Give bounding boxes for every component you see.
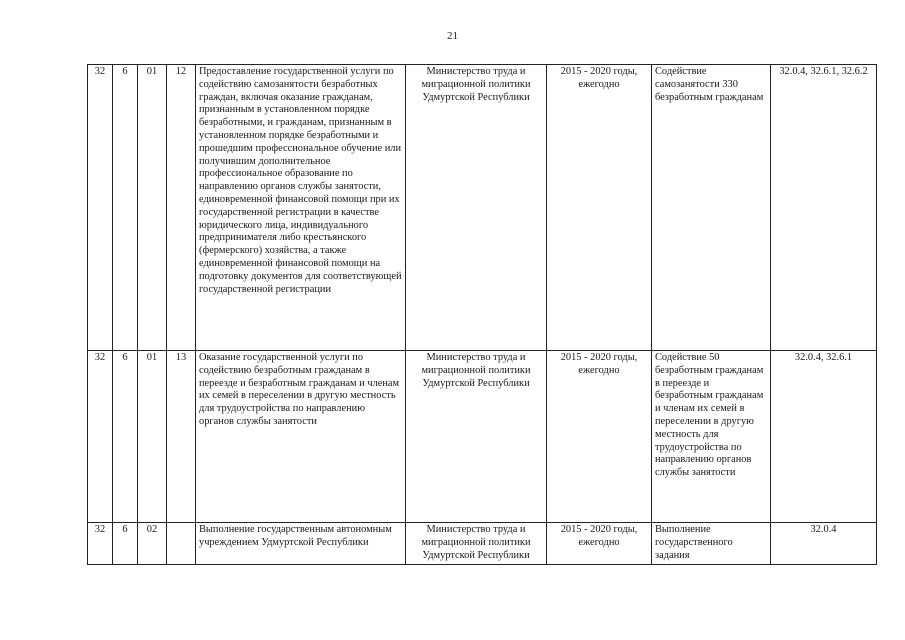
m-code-cell: 12 — [167, 65, 196, 351]
measure-description-cell: Предоставление государственной услуги по содействию самозанятости безработных граждан, включая оказание гражданам, признанным в установленном порядке безработными, и гражданам, признанным в установленном порядке безработными и прошедшим профессиональное обучение или получившим дополнительное профессиональное образование по направлению органов службы занятости, единовременной финансовой помощи при их государственной регистрации в качестве юридического лица, индивидуального предпринимателя либо крестьянского (фермерского) хозяйства, а также единовременной финансовой помощи на подготовку документов для соответствующей государственной регистрации — [196, 65, 406, 351]
target-indicators-cell: 32.0.4, 32.6.1 — [771, 351, 877, 523]
table-row — [88, 523, 877, 565]
m-code-cell: 13 — [167, 351, 196, 523]
target-indicators-cell: 32.0.4, 32.6.1, 32.6.2 — [771, 65, 877, 351]
table-row — [88, 65, 877, 351]
responsible-executor-cell: Министерство труда и миграционной политики Удмуртской Республики — [406, 351, 547, 523]
table-row — [88, 351, 877, 523]
gp-code-cell: 32 — [88, 65, 113, 351]
m-code-cell — [167, 523, 196, 565]
om-code-cell: 01 — [138, 351, 167, 523]
expected-result-cell: Выполнение государственного задания — [652, 523, 771, 565]
execution-term-cell: 2015 - 2020 годы, ежегодно — [547, 351, 652, 523]
om-code-cell: 02 — [138, 523, 167, 565]
execution-term-cell: 2015 - 2020 годы, ежегодно — [547, 523, 652, 565]
responsible-executor-cell: Министерство труда и миграционной политики Удмуртской Республики — [406, 523, 547, 565]
execution-term-cell: 2015 - 2020 годы, ежегодно — [547, 65, 652, 351]
gp-code-cell: 32 — [88, 351, 113, 523]
measure-description-cell: Выполнение государственным автономным учреждением Удмуртской Республики — [196, 523, 406, 565]
measure-description-cell: Оказание государственной услуги по содействию безработным гражданам в переезде и безработным гражданам и членам их семей в переселении в другую местность для трудоустройства по направлению органов службы занятости — [196, 351, 406, 523]
expected-result-cell: Содействие 50 безработным гражданам в переезде и безработным гражданам и членам их семей в переселении в другую местность для трудоустройства по направлению органов службы занятости — [652, 351, 771, 523]
pp-code-cell: 6 — [113, 351, 138, 523]
expected-result-cell: Содействие самозанятости 330 безработным гражданам — [652, 65, 771, 351]
program-measures-table — [87, 64, 877, 565]
pp-code-cell: 6 — [113, 523, 138, 565]
om-code-cell: 01 — [138, 65, 167, 351]
gp-code-cell: 32 — [88, 523, 113, 565]
page-number: 21 — [447, 30, 458, 42]
target-indicators-cell: 32.0.4 — [771, 523, 877, 565]
pp-code-cell: 6 — [113, 65, 138, 351]
responsible-executor-cell: Министерство труда и миграционной политики Удмуртской Республики — [406, 65, 547, 351]
